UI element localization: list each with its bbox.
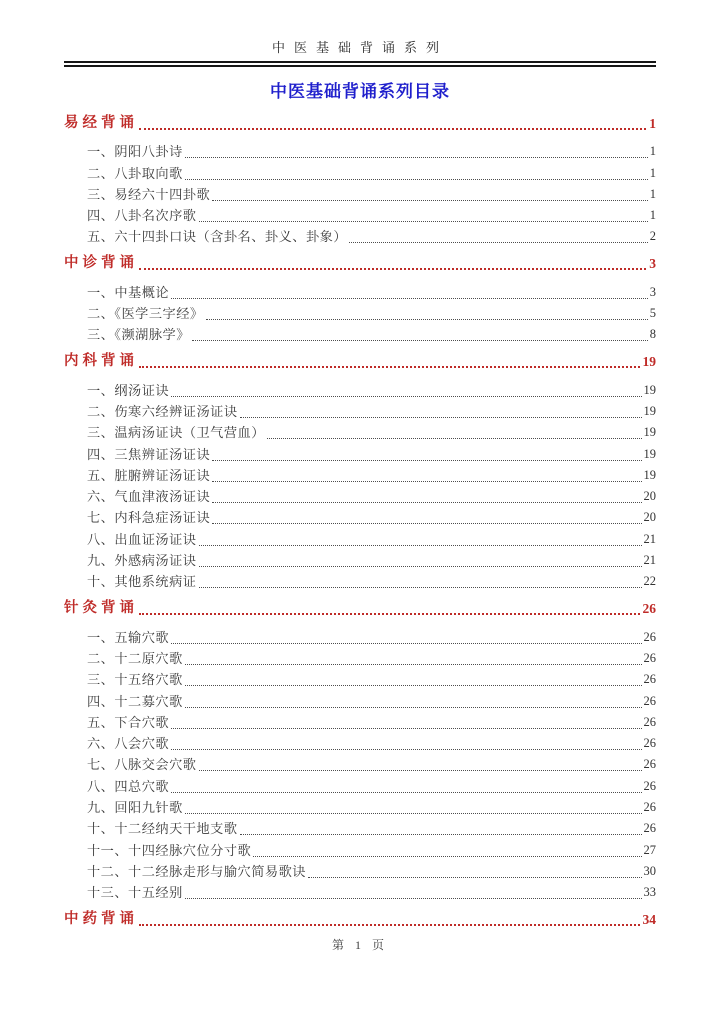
toc-item: [64, 527, 656, 548]
toc-item-page-number: 19: [643, 446, 656, 461]
toc-item-page-number: 33: [643, 885, 656, 900]
toc-item: [64, 161, 656, 182]
toc-item-label: 二、《医学三字经》: [87, 306, 204, 322]
toc-section-heading: [64, 253, 656, 274]
toc-item: [64, 711, 656, 732]
toc-item-leader-dots: [185, 179, 648, 180]
toc-item-label: 三、十五络穴歌: [87, 672, 183, 688]
toc-item-leader-dots: [206, 319, 648, 320]
toc-item-label: 五、六十四卦口诀（含卦名、卦义、卦象）: [87, 229, 348, 245]
toc-item-page-number: 19: [643, 467, 656, 482]
toc-item: [64, 881, 656, 902]
toc-item-label: 七、八脉交会穴歌: [87, 757, 197, 773]
toc-item-label: 三、易经六十四卦歌: [87, 186, 211, 202]
toc-item-label: 二、八卦取向歌: [87, 165, 183, 181]
toc-item: [64, 668, 656, 689]
toc-section-heading: [64, 598, 656, 619]
toc-item-page-number: 8: [649, 327, 656, 342]
toc-item: [64, 549, 656, 570]
toc-item-leader-dots: [185, 813, 642, 814]
toc-section-leader-dots: [139, 366, 640, 368]
page-header: [64, 40, 656, 67]
toc-item: [64, 506, 656, 527]
toc-item: [64, 817, 656, 838]
toc-item-leader-dots: [185, 707, 642, 708]
toc-item-label: 一、阴阳八卦诗: [87, 144, 183, 160]
toc-item-page-number: 26: [643, 736, 656, 751]
toc-item-page-number: 26: [643, 757, 656, 772]
header-divider-double-rule: [64, 61, 656, 67]
toc-section-title: 中药背诵: [64, 911, 138, 928]
toc-item-page-number: 30: [643, 863, 656, 878]
toc-item: [64, 647, 656, 668]
toc-section-leader-dots: [139, 128, 646, 130]
toc-item-leader-dots: [308, 877, 642, 878]
toc-item-label: 九、回阳九针歌: [87, 800, 183, 816]
toc-item-page-number: 1: [649, 186, 656, 201]
toc-item-leader-dots: [185, 157, 648, 158]
toc-item-label: 四、三焦辨证汤证诀: [87, 446, 211, 462]
toc-item-label: 八、出血证汤证诀: [87, 531, 197, 547]
toc-item: [64, 860, 656, 881]
toc-section-leader-dots: [139, 268, 646, 270]
toc-section-page-number: 1: [649, 116, 656, 131]
toc-item-leader-dots: [171, 396, 641, 397]
toc-item-page-number: 21: [643, 531, 656, 546]
toc-section-page-number: 19: [642, 354, 656, 370]
toc-item: [64, 323, 656, 344]
toc-item-leader-dots: [212, 523, 641, 524]
toc-section-page-number: 34: [642, 912, 656, 928]
toc-item-page-number: 19: [643, 382, 656, 397]
toc-item-leader-dots: [171, 792, 641, 793]
toc-item-page-number: 19: [643, 425, 656, 440]
toc-section-leader-dots: [139, 613, 640, 615]
toc-item: [64, 280, 656, 301]
toc-item-page-number: 5: [649, 306, 656, 321]
toc-item-label: 二、伤寒六经辨证汤证诀: [87, 403, 238, 419]
toc-item: [64, 464, 656, 485]
toc: [64, 113, 656, 930]
toc-item-leader-dots: [192, 340, 648, 341]
toc-item-label: 九、外感病汤证诀: [87, 553, 197, 569]
toc-item-page-number: 1: [649, 165, 656, 180]
toc-item-page-number: 27: [643, 842, 656, 857]
toc-item-leader-dots: [253, 856, 641, 857]
toc-item-page-number: 26: [643, 629, 656, 644]
toc-item-leader-dots: [212, 502, 641, 503]
toc-item-label: 十、其他系统病证: [87, 574, 197, 590]
toc-item-page-number: 26: [643, 693, 656, 708]
toc-item-leader-dots: [199, 587, 642, 588]
page-footer: 第 1 页: [331, 938, 388, 953]
toc-item-page-number: 1: [649, 144, 656, 159]
toc-section-title: 内科背诵: [64, 353, 138, 370]
toc-section-heading: [64, 351, 656, 372]
toc-item-page-number: 26: [643, 650, 656, 665]
toc-item-page-number: 26: [643, 821, 656, 836]
toc-item-page-number: 22: [643, 574, 656, 589]
toc-item: [64, 796, 656, 817]
toc-item-page-number: 19: [643, 403, 656, 418]
toc-item-page-number: 2: [649, 229, 656, 244]
toc-item-label: 四、八卦名次序歌: [87, 208, 197, 224]
toc-item-leader-dots: [240, 834, 642, 835]
toc-section-title: 易经背诵: [64, 115, 138, 131]
toc-section-heading: [64, 113, 656, 134]
toc-item: [64, 774, 656, 795]
toc-item: [64, 204, 656, 225]
toc-item-label: 三、温病汤证诀（卫气营血）: [87, 425, 265, 441]
toc-item-leader-dots: [240, 417, 642, 418]
toc-item: [64, 378, 656, 399]
toc-item-leader-dots: [212, 200, 648, 201]
toc-section-title: 中诊背诵: [64, 255, 138, 272]
toc-item-page-number: 26: [643, 778, 656, 793]
toc-item-page-number: 26: [643, 714, 656, 729]
toc-item-leader-dots: [212, 460, 641, 461]
toc-item-label: 三、《濒湖脉学》: [87, 327, 190, 343]
toc-item-label: 十一、十四经脉穴位分寸歌: [87, 842, 252, 858]
toc-item-leader-dots: [212, 481, 641, 482]
toc-item-leader-dots: [267, 438, 642, 439]
toc-item: [64, 570, 656, 591]
toc-item: [64, 732, 656, 753]
toc-item: [64, 689, 656, 710]
toc-item: [64, 442, 656, 463]
toc-item-leader-dots: [171, 749, 641, 750]
toc-item-label: 十二、十二经脉走形与腧穴简易歌诀: [87, 863, 306, 879]
toc-item-label: 二、十二原穴歌: [87, 650, 183, 666]
toc-item-page-number: 20: [643, 489, 656, 504]
toc-item-leader-dots: [349, 242, 648, 243]
toc-item-label: 八、四总穴歌: [87, 778, 170, 794]
toc-item-label: 七、内科急症汤证诀: [87, 510, 211, 526]
toc-item-label: 一、纲汤证诀: [87, 382, 170, 398]
toc-item: [64, 838, 656, 859]
toc-item-leader-dots: [171, 728, 641, 729]
toc-section-page-number: 3: [649, 256, 656, 272]
toc-item-page-number: 21: [643, 553, 656, 568]
toc-item-label: 一、五输穴歌: [87, 629, 170, 645]
toc-item-page-number: 3: [649, 284, 656, 299]
toc-item: [64, 625, 656, 646]
toc-item-label: 五、脏腑辨证汤证诀: [87, 467, 211, 483]
toc-item-label: 五、下合穴歌: [87, 714, 170, 730]
toc-item-label: 十三、十五经别: [87, 885, 183, 901]
toc-item-label: 六、八会穴歌: [87, 736, 170, 752]
toc-item-leader-dots: [199, 221, 648, 222]
toc-section-leader-dots: [139, 924, 640, 926]
toc-item: [64, 183, 656, 204]
toc-item: [64, 421, 656, 442]
toc-item-leader-dots: [199, 566, 642, 567]
toc-section-heading: [64, 909, 656, 930]
toc-item-label: 一、中基概论: [87, 284, 170, 300]
toc-item: [64, 225, 656, 246]
header-series-title: 中医基础背诵系列: [271, 40, 448, 55]
toc-item-leader-dots: [199, 545, 642, 546]
toc-section-page-number: 26: [642, 601, 656, 617]
toc-item-page-number: 26: [643, 672, 656, 687]
toc-section-title: 针灸背诵: [64, 600, 138, 617]
toc-item: [64, 140, 656, 161]
toc-item-page-number: 26: [643, 800, 656, 815]
toc-item-leader-dots: [199, 770, 642, 771]
toc-item-leader-dots: [171, 643, 641, 644]
toc-item-leader-dots: [185, 685, 642, 686]
toc-item-page-number: 1: [649, 208, 656, 223]
toc-item-label: 十、十二经纳天干地支歌: [87, 821, 238, 837]
toc-item: [64, 400, 656, 421]
toc-item-leader-dots: [185, 664, 642, 665]
toc-title: 中医基础背诵系列目录: [270, 82, 450, 101]
toc-item-leader-dots: [185, 898, 642, 899]
toc-item: [64, 302, 656, 323]
toc-item-label: 四、十二募穴歌: [87, 693, 183, 709]
toc-item: [64, 753, 656, 774]
toc-item-page-number: 20: [643, 510, 656, 525]
toc-item-leader-dots: [171, 298, 648, 299]
toc-item-label: 六、气血津液汤证诀: [87, 489, 211, 505]
toc-item: [64, 485, 656, 506]
